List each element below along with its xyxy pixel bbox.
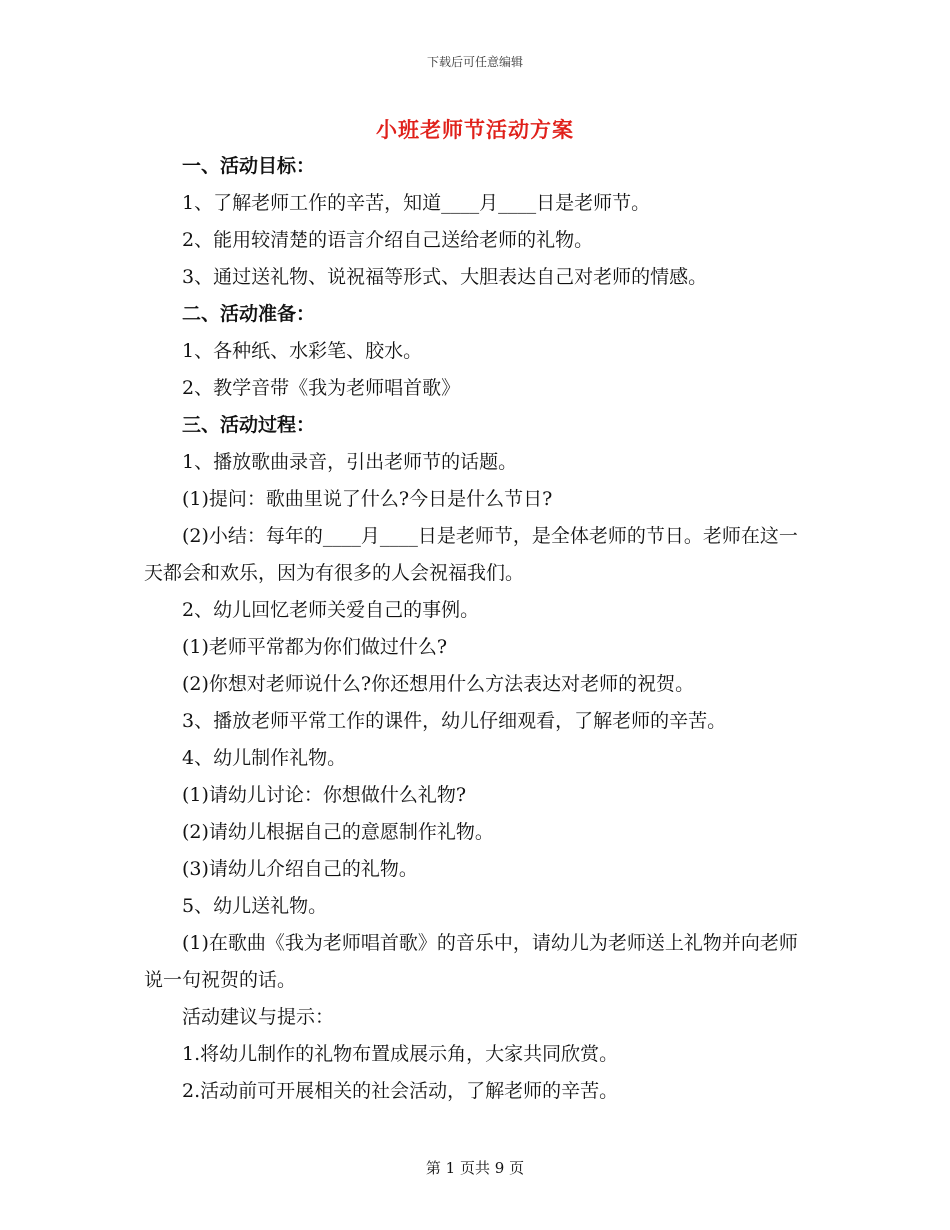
document-title: 小班老师节活动方案 [376, 117, 574, 142]
paragraph: (2)小结：每年的____月____日是老师节，是全体老师的节日。老师在这一天都会和欢乐，因为有很多的人会祝福我们。 [144, 525, 798, 584]
paragraph: (2)你想对老师说什么?你还想用什么方法表达对老师的祝贺。 [182, 673, 695, 695]
paragraph: 2、能用较清楚的语言介绍自己送给老师的礼物。 [182, 229, 594, 251]
paragraph: 2、教学音带《我为老师唱首歌》 [182, 377, 461, 399]
paragraph: 1、播放歌曲录音，引出老师节的话题。 [182, 451, 518, 473]
paragraph: 4、幼儿制作礼物。 [182, 747, 347, 769]
paragraph: 1、各种纸、水彩笔、胶水。 [182, 340, 423, 362]
paragraph: 3、播放老师平常工作的课件，幼儿仔细观看，了解老师的辛苦。 [182, 710, 727, 732]
paragraph: 3、通过送礼物、说祝福等形式、大胆表达自己对老师的情感。 [182, 266, 708, 288]
paragraph: (2)请幼儿根据自己的意愿制作礼物。 [182, 821, 494, 843]
paragraph: (1)请幼儿讨论：你想做什么礼物? [182, 784, 467, 806]
section-heading: 三、活动过程： [182, 414, 316, 436]
page-footer: 第 1 页共 9 页 [425, 1159, 525, 1177]
paragraph: 5、幼儿送礼物。 [182, 895, 328, 917]
section-heading: 一、活动目标： [182, 155, 316, 177]
paragraph: 活动建议与提示： [182, 1006, 335, 1028]
paragraph: (1)在歌曲《我为老师唱首歌》的音乐中，请幼儿为老师送上礼物并向老师说一句祝贺的话。 [144, 932, 798, 991]
paragraph: (3)请幼儿介绍自己的礼物。 [182, 858, 418, 880]
paragraph: 2、幼儿回忆老师关爱自己的事例。 [182, 599, 480, 621]
paragraph: (1)提问：歌曲里说了什么?今日是什么节日? [182, 488, 553, 510]
paragraph: (1)老师平常都为你们做过什么? [182, 636, 448, 658]
section-heading: 二、活动准备： [182, 303, 316, 325]
header-note: 下载后可任意编辑 [426, 55, 523, 69]
paragraph: 1、了解老师工作的辛苦，知道____月____日是老师节。 [182, 192, 651, 214]
paragraph: 2.活动前可开展相关的社会活动，了解老师的辛苦。 [182, 1080, 619, 1102]
document-body [144, 148, 812, 1110]
paragraph: 1.将幼儿制作的礼物布置成展示角，大家共同欣赏。 [182, 1043, 619, 1065]
